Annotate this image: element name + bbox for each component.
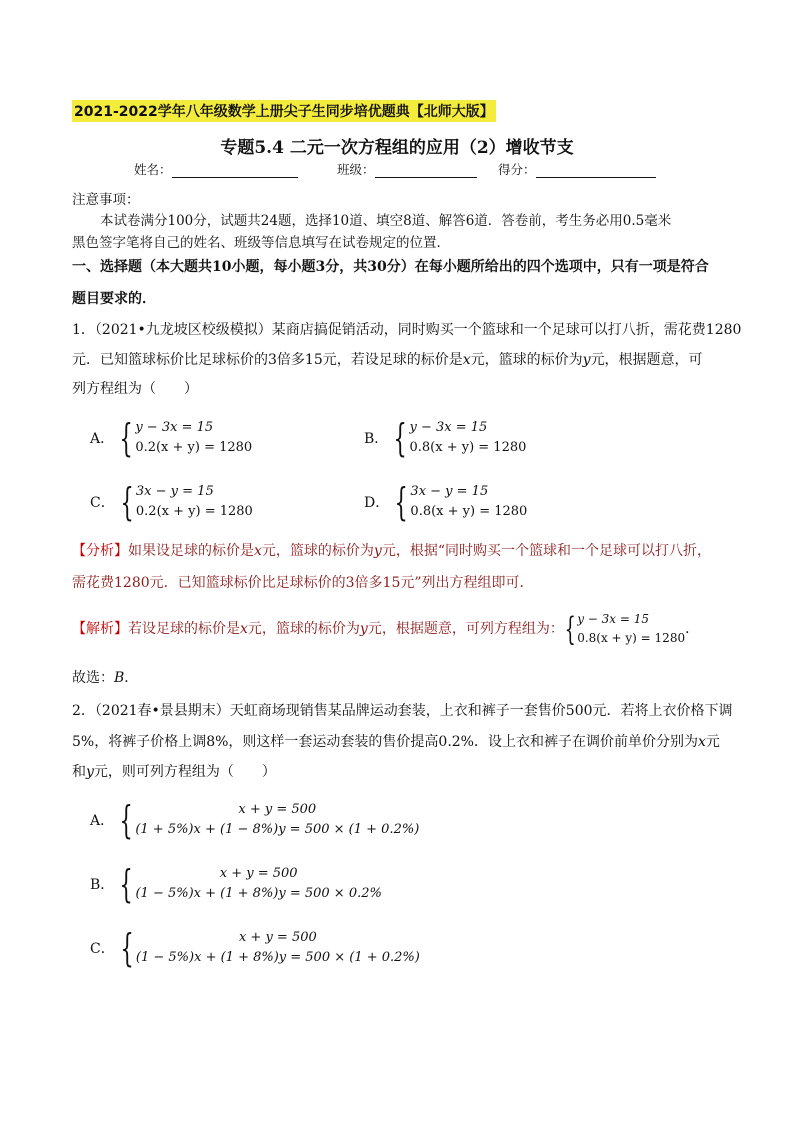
brace-icon: { (120, 480, 134, 524)
name-label: 姓名： (134, 162, 172, 177)
notice-heading: 注意事项： (72, 192, 140, 208)
equation-system: x + y = 500 (1 − 5%)x + (1 + 8%)y = 500 × (1 + 0.2%) (135, 930, 420, 965)
equation-system: 3x − y = 15 0.8(x + y) = 1280 (410, 484, 528, 519)
notice-line-2: 黑色签字笔将自己的姓名、班级等信息填写在试卷规定的位置． (72, 235, 450, 251)
q2-option-a[interactable]: A． { x + y = 500 (1 + 5%)x + (1 − 8%)y = 500 × (1 + 0.2%) (90, 798, 420, 842)
q1-answer: 故选：B． (72, 670, 139, 686)
notice-line-1: 本试卷满分100分，试题共24题，选择10道、填空8道、解答6道．答卷前，考生务必用0.5毫米 (100, 213, 672, 229)
page-title: 专题5.4 二元一次方程组的应用（2）增收节支 (220, 138, 574, 158)
score-label: 得分： (498, 162, 536, 177)
score-field (498, 160, 656, 178)
q2-stem-line-3: 和y元，则可列方程组为（ ） (72, 764, 276, 780)
brace-icon: { (119, 862, 134, 906)
score-blank (536, 165, 656, 178)
solution-tag: 【解析】 (72, 621, 128, 637)
class-label: 班级： (337, 162, 375, 177)
class-field (337, 160, 477, 178)
q2-stem-line-2: 5%，将裤子价格上调8%，则这样一套运动套装的售价提高0.2%．设上衣和裤子在调价前单价分别为x元 (72, 734, 720, 750)
q1-solution: 【解析】 若设足球的标价是 x 元，篮球的标价为 y 元，根据题意，可列方程组为： { y − 3x = 15 0.8(x + y) = 1280 ． (72, 610, 700, 648)
q1-option-d[interactable]: D． { 3x − y = 15 0.8(x + y) = 1280 (364, 480, 528, 524)
brace-icon: { (564, 610, 576, 648)
equation-system: y − 3x = 15 0.2(x + y) = 1280 (135, 420, 253, 455)
analysis-tag: 【分析】 (72, 543, 128, 559)
name-blank (172, 165, 298, 178)
q1-stem-line-2: 元．已知篮球标价比足球标价的3倍多15元，若设足球的标价是x元，篮球的标价为y元，根据题意，可 (72, 352, 703, 368)
section-heading-line-1: 一、选择题（本大题共10小题，每小题3分，共30分）在每小题所给出的四个选项中，只有一项是符合 (72, 259, 709, 275)
q1-stem-line-1: 1．（2021•九龙坡区校级模拟）某商店搞促销活动，同时购买一个篮球和一个足球可以打八折，需花费1280 (72, 322, 742, 338)
equation-system: 3x − y = 15 0.2(x + y) = 1280 (135, 484, 253, 519)
brace-icon: { (393, 416, 408, 460)
brace-icon: { (394, 480, 408, 524)
class-blank (375, 165, 477, 178)
name-field (134, 160, 298, 178)
q1-option-c[interactable]: C． { 3x − y = 15 0.2(x + y) = 1280 (90, 480, 253, 524)
equation-system: x + y = 500 (1 + 5%)x + (1 − 8%)y = 500 × (1 + 0.2%) (135, 802, 420, 837)
q1-option-b[interactable]: B． { y − 3x = 15 0.8(x + y) = 1280 (364, 416, 527, 460)
equation-system: y − 3x = 15 0.8(x + y) = 1280 (409, 420, 527, 455)
q2-option-b[interactable]: B． { x + y = 500 (1 − 5%)x + (1 + 8%)y = 500 × 0.2% (90, 862, 382, 906)
var-y: y (582, 352, 591, 368)
series-banner: 2021-2022学年八年级数学上册尖子生同步培优题典【北师大版】 (72, 100, 496, 122)
q2-stem-line-1: 2．（2021春•景县期末）天虹商场现销售某品牌运动套装，上衣和裤子一套售价500元．若将上衣价格下调 (72, 703, 733, 719)
q1-analysis-line-2: 需花费1280元．已知篮球标价比足球标价的3倍多15元”列出方程组即可． (72, 575, 534, 591)
brace-icon: { (119, 416, 133, 460)
q1-analysis-line-1: 【分析】如果设足球的标价是x元，篮球的标价为y元，根据“同时购买一个篮球和一个足球可以打八折， (72, 543, 711, 559)
q2-option-c[interactable]: C． { x + y = 500 (1 − 5%)x + (1 + 8%)y = 500 × (1 + 0.2%) (90, 926, 420, 970)
brace-icon: { (120, 926, 134, 970)
section-heading-line-2: 题目要求的． (72, 291, 156, 307)
q1-option-a[interactable]: A． { y − 3x = 15 0.2(x + y) = 1280 (90, 416, 253, 460)
equation-system: x + y = 500 (1 − 5%)x + (1 + 8%)y = 500 × 0.2% (135, 866, 382, 901)
q1-stem-line-3: 列方程组为（ ） (72, 381, 198, 397)
answer-value: B (114, 670, 125, 686)
brace-icon: { (119, 798, 133, 842)
equation-system: y − 3x = 15 0.8(x + y) = 1280 (577, 612, 686, 645)
var-x: x (462, 352, 471, 368)
